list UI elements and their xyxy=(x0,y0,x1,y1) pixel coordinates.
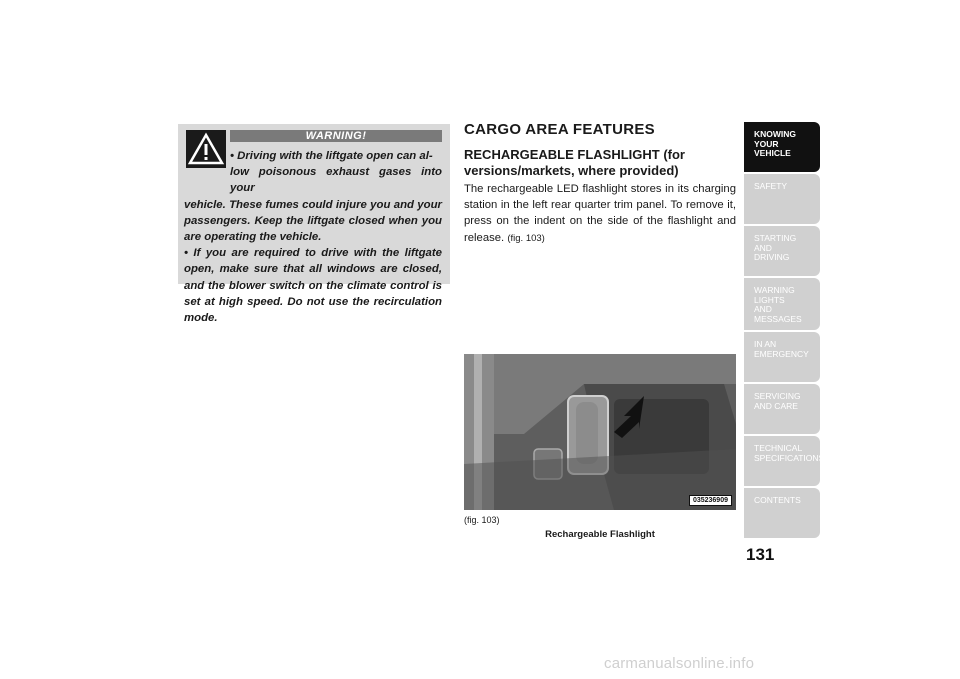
body-paragraph xyxy=(464,181,736,247)
body-text: The rechargeable LED flashlight stores in its charging station in the left rear quarter trim panel. To remove it, press on the indent on the side of the flashlight and release. xyxy=(464,183,736,244)
figure-caption: Rechargeable Flashlight xyxy=(545,529,655,540)
figure-ref-label: (fig. 103) xyxy=(464,515,500,525)
figure-reference-link[interactable]: (fig. 103) xyxy=(507,232,545,244)
tab-starting-and-driving[interactable]: STARTING AND DRIVING xyxy=(744,226,820,276)
page-number: 131 xyxy=(746,545,775,564)
tab-in-an-emergency[interactable]: IN AN EMERGENCY xyxy=(744,332,820,382)
flashlight-figure xyxy=(464,354,736,510)
warning-title: WARNING! xyxy=(230,130,442,142)
warning-line-2: low poisonous exhaust gases into your xyxy=(230,166,442,195)
warning-box xyxy=(178,124,450,325)
section-subtitle: RECHARGEABLE FLASHLIGHT (for versions/markets, where provided) xyxy=(464,147,685,178)
tab-knowing-your-vehicle[interactable]: KNOWING YOUR VEHICLE xyxy=(744,122,820,172)
watermark: carmanualsonline.info xyxy=(604,655,755,672)
tab-contents[interactable]: CONTENTS xyxy=(744,488,820,538)
tab-technical-specifications[interactable]: TECHNICAL SPECIFICATIONS xyxy=(744,436,820,486)
figure-code: 035236909 xyxy=(689,495,732,506)
section-title: CARGO AREA FEATURES xyxy=(464,121,655,138)
warning-text xyxy=(184,148,442,326)
warning-line-1: • Driving with the liftgate open can al- xyxy=(230,150,433,162)
flashlight-illustration xyxy=(464,354,736,510)
chapter-tabs xyxy=(744,122,825,540)
tab-warning-lights-and-messages[interactable]: WARNING LIGHTS AND MESSAGES xyxy=(744,278,820,330)
warning-paragraph-2: • If you are required to drive with the liftgate open, make sure that all windows are closed, and the blower switch on the climate control is set at high speed. Do not use the recirculation mode. xyxy=(184,247,442,325)
warning-paragraph-1: vehicle. These fumes could injure you and your passengers. Keep the liftgate closed when you are operating the vehicle. xyxy=(184,198,442,244)
tab-servicing-and-care[interactable]: SERVICING AND CARE xyxy=(744,384,820,434)
tab-safety[interactable]: SAFETY xyxy=(744,174,820,224)
